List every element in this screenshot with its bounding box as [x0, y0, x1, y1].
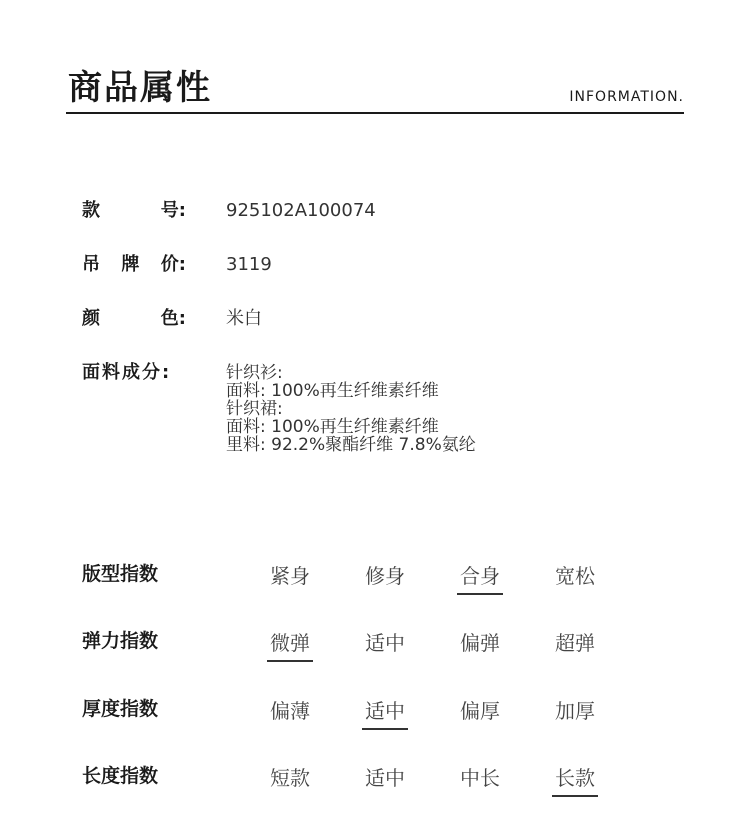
index-label: 长度指数 [82, 765, 159, 787]
header-divider [66, 112, 684, 114]
index-option: 修身 [365, 564, 405, 588]
index-option-selected: 适中 [355, 698, 415, 724]
index-option: 紧身 [270, 564, 310, 588]
index-option: 偏弹 [460, 631, 500, 655]
color-label: 颜 色: [82, 308, 186, 329]
style-no-label: 款 号: [82, 200, 186, 221]
index-option-selected: 微弹 [260, 630, 320, 656]
index-option: 偏薄 [270, 699, 310, 723]
index-option: 适中 [365, 766, 405, 790]
page-title: 商品属性 [68, 68, 212, 108]
page-subtitle: INFORMATION. [569, 89, 684, 105]
index-option-selected: 长款 [545, 765, 605, 791]
index-option: 中长 [460, 766, 500, 790]
composition-line: 针织裙: [226, 399, 283, 419]
composition-line: 面料: 100%再生纤维素纤维 [226, 381, 439, 401]
index-option: 加厚 [555, 699, 595, 723]
composition-label: 面料成分: [82, 362, 172, 383]
composition-line: 针织衫: [226, 363, 283, 383]
index-option: 短款 [270, 766, 310, 790]
index-option: 适中 [365, 631, 405, 655]
index-label: 厚度指数 [82, 698, 159, 720]
composition-value [226, 364, 476, 454]
index-option: 宽松 [555, 564, 595, 588]
index-option: 超弹 [555, 631, 595, 655]
index-label: 弹力指数 [82, 630, 159, 652]
composition-line: 面料: 100%再生纤维素纤维 [226, 417, 439, 437]
color-value: 米白 [226, 308, 262, 329]
tag-price-label: 吊 牌 价: [82, 254, 186, 275]
composition-line: 里料: 92.2%聚酯纤维 7.8%氨纶 [226, 435, 476, 455]
index-label: 版型指数 [82, 563, 159, 585]
index-option-selected: 合身 [450, 563, 510, 589]
style-no-value: 925102A100074 [226, 200, 376, 221]
tag-price-value: 3119 [226, 254, 272, 275]
index-option: 偏厚 [460, 699, 500, 723]
